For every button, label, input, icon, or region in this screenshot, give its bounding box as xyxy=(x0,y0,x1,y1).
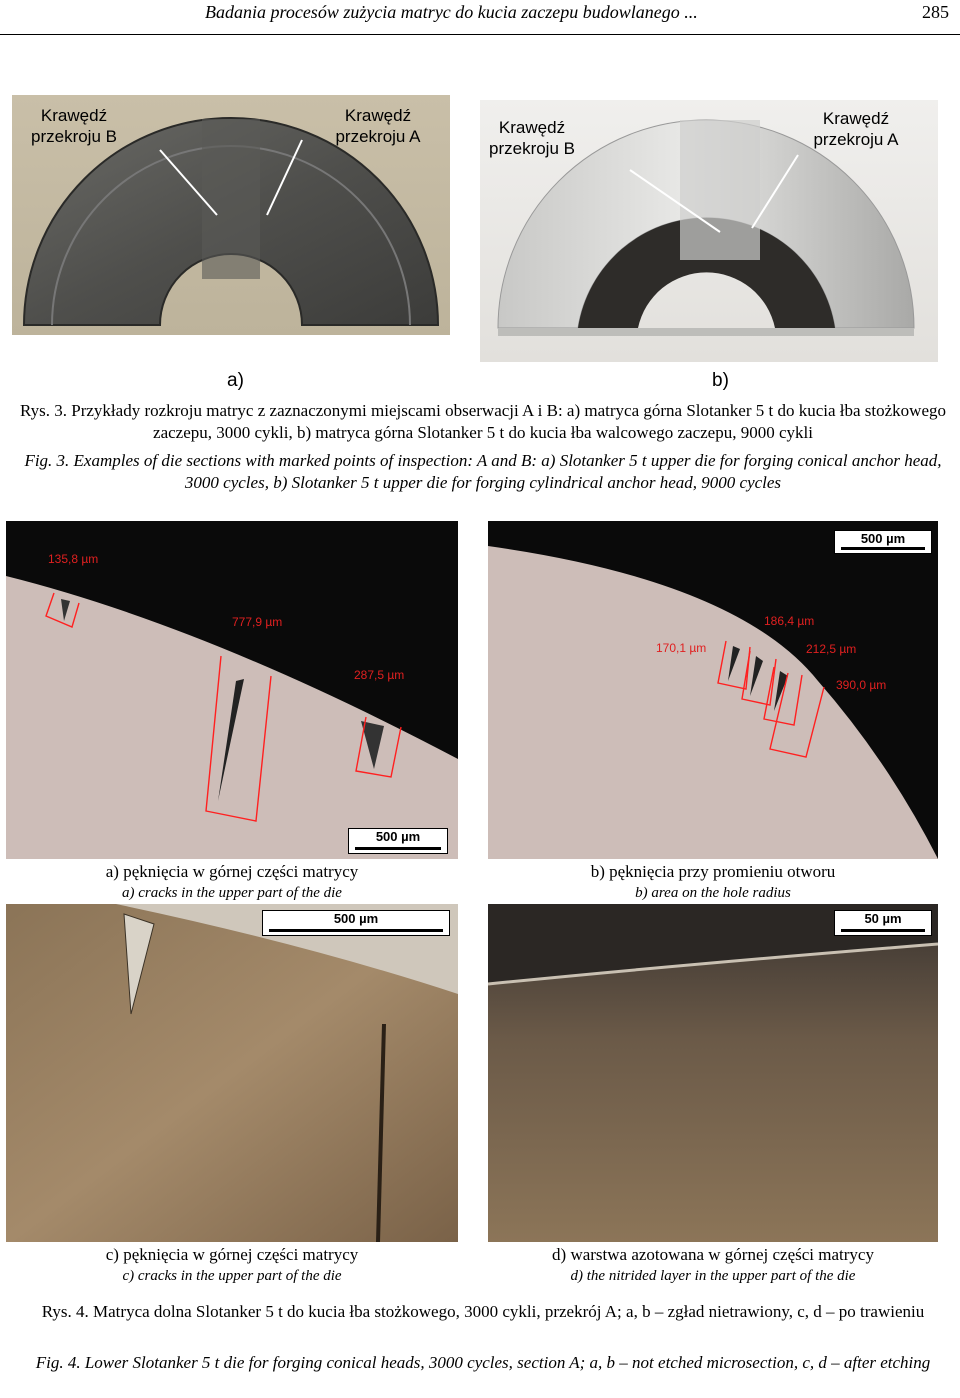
fig4-caption-en: Fig. 4. Lower Slotanker 5 t die for forging conical heads, 3000 cycles, section A; a, b – not etched microsection, c, d – after etching xyxy=(35,1353,931,1372)
fig4b-measurement-1: 186,4 µm xyxy=(764,614,815,628)
fig4-panel-d xyxy=(488,904,938,1242)
fig4a-caption-pl: a) pęknięcia w górnej części matrycy xyxy=(105,862,359,881)
fig4b-scale-bar: 500 µm xyxy=(834,530,932,554)
fig4d-caption-en: d) the nitrided layer in the upper part of the die xyxy=(570,1268,856,1284)
fig4-panel-c xyxy=(6,904,458,1242)
fig4a-caption-en: a) cracks in the upper part of the die xyxy=(122,885,342,901)
fig4b-measurement-3: 212,5 µm xyxy=(806,642,857,656)
fig4b-caption-en: b) area on the hole radius xyxy=(635,885,791,901)
fig4a-measurement-2: 777,9 µm xyxy=(232,615,283,629)
header-title: Badania procesów zużycia matryc do kucia zaczepu budowlanego ... xyxy=(205,2,698,22)
fig4a-measurement-1: 135,8 µm xyxy=(48,552,99,566)
fig4a-scale-bar: 500 µm xyxy=(348,828,448,854)
fig4d-caption-pl: d) warstwa azotowana w górnej części matrycy xyxy=(552,1245,874,1264)
running-header xyxy=(0,0,960,35)
fig3a-sublabel: a) xyxy=(227,370,244,391)
fig3a-label-section-b: Krawędź przekroju B xyxy=(31,106,117,146)
fig4c-caption-en: c) cracks in the upper part of the die xyxy=(122,1268,342,1284)
fig3-caption-pl: Rys. 3. Przykłady rozkroju matryc z zaznaczonymi miejscami obserwacji A i B: a) matryca górna Slotanker 5 t do kucia łba stożkowego zaczepu, 3000 cykli, b) matryca górna Slotanker 5 t do kucia łba walcowego zaczepu, 9000 cykli xyxy=(19,401,947,442)
fig3b-sublabel: b) xyxy=(712,370,729,391)
fig4a-measurement-3: 287,5 µm xyxy=(354,668,405,682)
page-number: 285 xyxy=(922,2,949,22)
fig4c-scale-bar: 500 µm xyxy=(262,910,450,936)
fig4b-measurement-4: 390,0 µm xyxy=(836,678,887,692)
fig4b-measurement-2: 170,1 µm xyxy=(656,641,707,655)
fig3b-label-section-b: Krawędź przekroju B xyxy=(489,118,575,158)
fig3b-label-section-a: Krawędź przekroju A xyxy=(813,109,899,149)
fig3-caption-en: Fig. 3. Examples of die sections with marked points of inspection: A and B: a) Slotanker 5 t upper die for forging conical anchor head, 3000 cycles, b) Slotanker 5 t upper die for forging cylindrical anchor head, 9000 cycles xyxy=(24,451,942,492)
fig4d-scale-bar: 50 µm xyxy=(834,910,932,936)
fig4-caption-pl: Rys. 4. Matryca dolna Slotanker 5 t do kucia łba stożkowego, 3000 cykli, przekrój A; a, b – zgład nietrawiony, c, d – po trawieniu xyxy=(41,1302,925,1321)
fig3a-label-section-a: Krawędź przekroju A xyxy=(335,106,421,146)
fig4-panel-a xyxy=(6,521,458,859)
fig4b-caption-pl: b) pęknięcia przy promieniu otworu xyxy=(590,862,836,881)
fig4c-caption-pl: c) pęknięcia w górnej części matrycy xyxy=(105,1245,359,1264)
